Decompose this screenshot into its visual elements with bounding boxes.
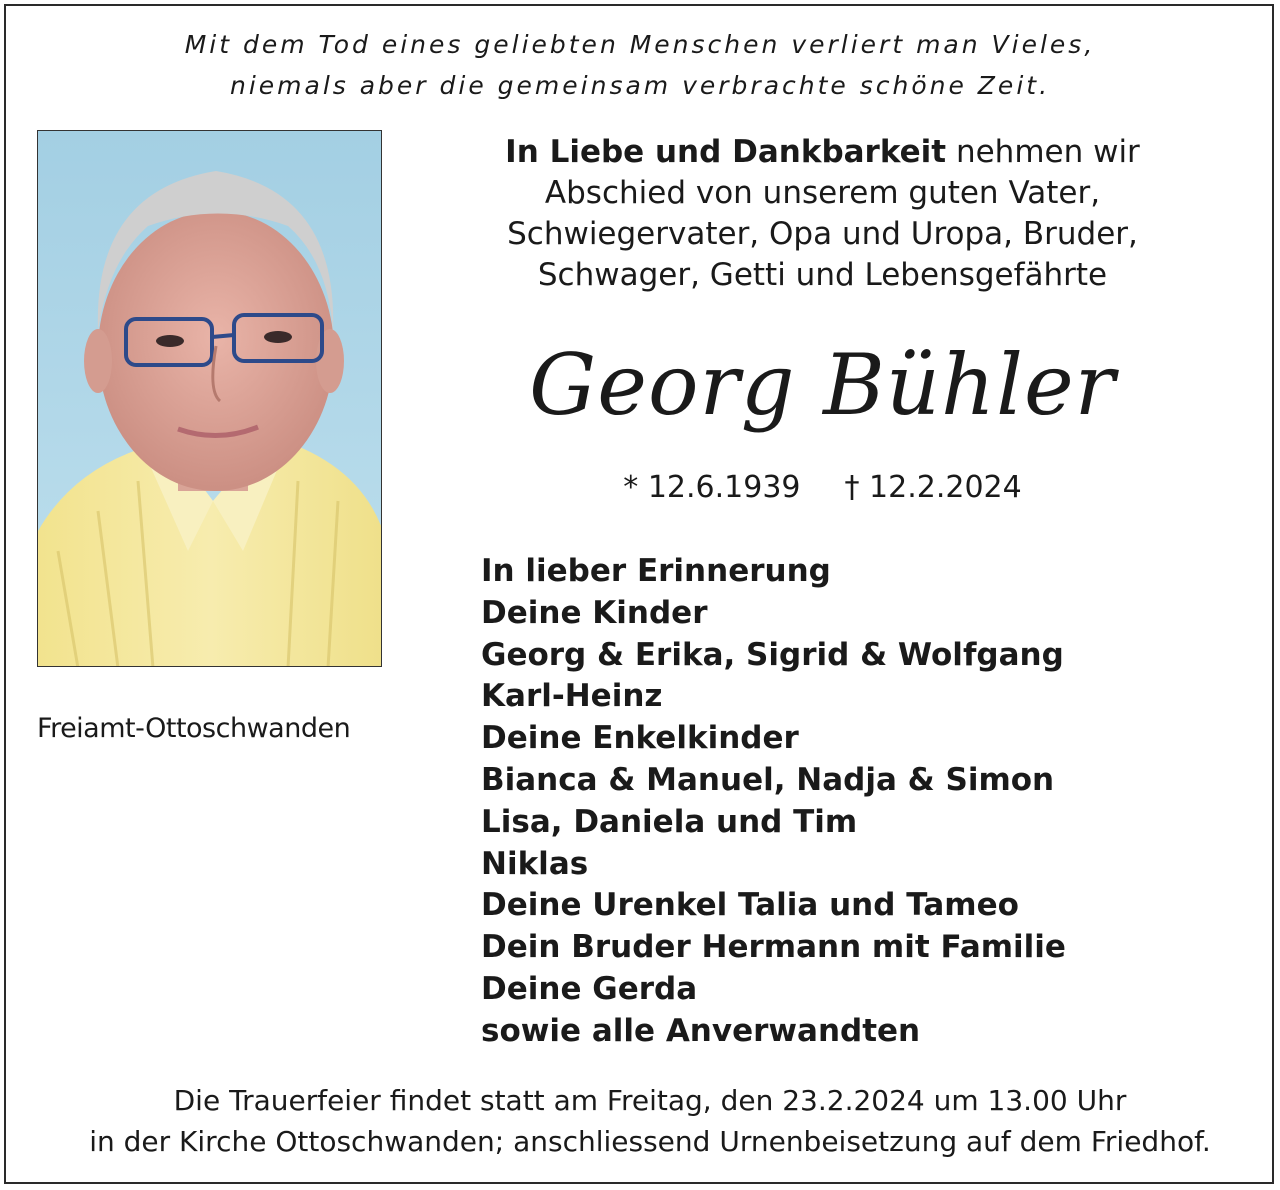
mourner-line: sowie alle Anverwandten xyxy=(481,1012,921,1049)
motto-line-1: Mit dem Tod eines geliebten Menschen verliert man Vieles, xyxy=(184,30,1096,59)
motto-quote xyxy=(0,24,1280,106)
mourner-line: Deine Enkelkinder xyxy=(481,720,799,757)
intro-line-3: Schwiegervater, Opa und Uropa, Bruder, xyxy=(507,216,1138,252)
intro-line-2: Abschied von unserem guten Vater, xyxy=(544,175,1101,211)
mourner-line: Niklas xyxy=(481,845,589,882)
hometown: Freiamt-Ottoschwanden xyxy=(37,713,351,744)
mourner-line: Deine Gerda xyxy=(481,970,698,1007)
death-date: † 12.2.2024 xyxy=(844,470,1022,505)
motto-line-2: niemals aber die gemeinsam verbrachte schöne Zeit. xyxy=(229,71,1051,100)
mourners-list xyxy=(481,551,1066,1053)
mourner-line: Karl-Heinz xyxy=(481,678,663,715)
mourner-line: Georg & Erika, Sigrid & Wolfgang xyxy=(481,636,1064,673)
intro-line-1-rest: nehmen wir xyxy=(946,134,1140,170)
mourner-line: Deine Urenkel Talia und Tameo xyxy=(481,887,1019,924)
mourner-line: In lieber Erinnerung xyxy=(481,553,831,589)
service-line-2: in der Kirche Ottoschwanden; anschliessend Urnenbeisetzung auf dem Friedhof. xyxy=(89,1125,1211,1158)
intro-line-4: Schwager, Getti und Lebensgefährte xyxy=(537,257,1108,293)
birth-date: * 12.6.1939 xyxy=(623,470,801,505)
mourner-line: Dein Bruder Hermann mit Familie xyxy=(481,929,1066,966)
intro-text xyxy=(470,132,1175,296)
deceased-name: Georg Bühler xyxy=(529,336,1116,434)
intro-bold-lead: In Liebe und Dankbarkeit xyxy=(505,134,947,170)
mourner-line: Deine Kinder xyxy=(481,594,708,631)
portrait-photo xyxy=(37,130,382,667)
mourner-line: Bianca & Manuel, Nadja & Simon xyxy=(481,761,1055,798)
mourner-line: Lisa, Daniela und Tim xyxy=(481,803,858,840)
funeral-service-info xyxy=(0,1080,1280,1162)
life-dates xyxy=(470,470,1175,505)
service-line-1: Die Trauerfeier findet statt am Freitag, den 23.2.2024 um 13.00 Uhr xyxy=(173,1084,1127,1117)
